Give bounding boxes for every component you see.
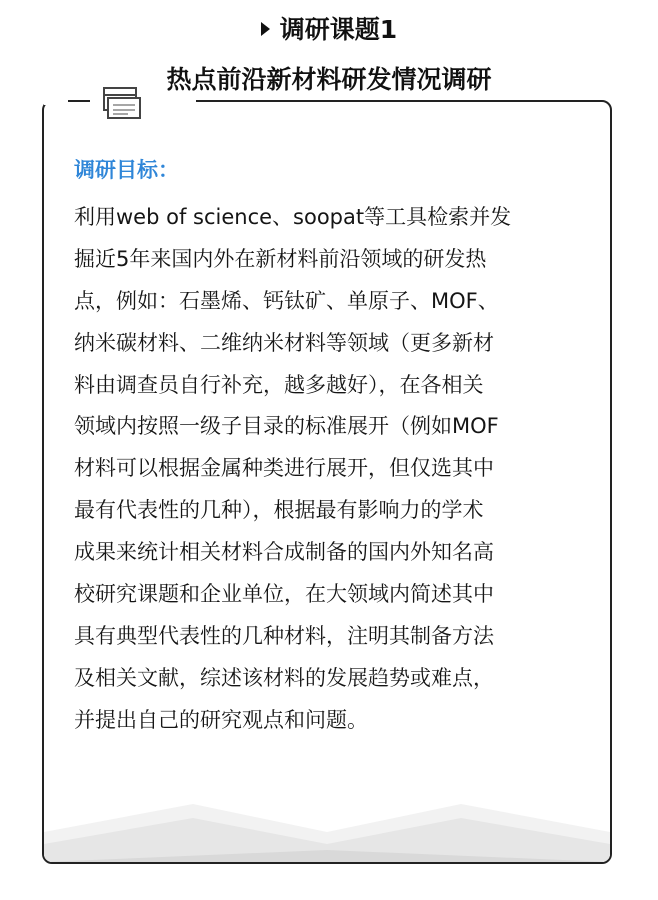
triangle-right-icon [261, 22, 270, 36]
card-footer-decoration [44, 792, 610, 862]
body-line: 最有代表性的几种），根据最有影响力的学术 [74, 498, 484, 523]
body-line: 材料可以根据金属种类进行展开，但仅选其中 [74, 456, 494, 481]
body-line: 点，例如：石墨烯、钙钛矿、单原子、MOF、 [74, 288, 499, 313]
book-icon [100, 85, 144, 121]
border-dash [68, 100, 90, 102]
body-line: 料由调查员自行补充，越多越好），在各相关 [74, 372, 484, 397]
page-title: 热点前沿新材料研发情况调研 [166, 65, 492, 94]
topic-heading [0, 12, 658, 48]
topic-label: 调研课题1 [279, 15, 398, 44]
body-text [74, 201, 604, 746]
body-line: 及相关文献，综述该材料的发展趋势或难点， [74, 665, 494, 690]
body-line: 成果来统计相关材料合成制备的国内外知名高 [74, 540, 494, 565]
body-line: 并提出自己的研究观点和问题。 [74, 707, 368, 732]
body-line: 掘近5年来国内外在新材料前沿领域的研发热 [74, 246, 487, 271]
body-line: 纳米碳材料、二维纳米材料等领域（更多新材 [74, 330, 494, 355]
body-line: 利用web of science、soopat等工具检索并发 [74, 205, 512, 229]
goal-label: 调研目标： [74, 158, 179, 182]
body-line: 领域内按照一级子目录的标准展开（例如MOF [74, 414, 499, 439]
body-line: 校研究课题和企业单位，在大领域内简述其中 [74, 582, 494, 607]
body-line: 具有典型代表性的几种材料，注明其制备方法 [74, 623, 494, 648]
